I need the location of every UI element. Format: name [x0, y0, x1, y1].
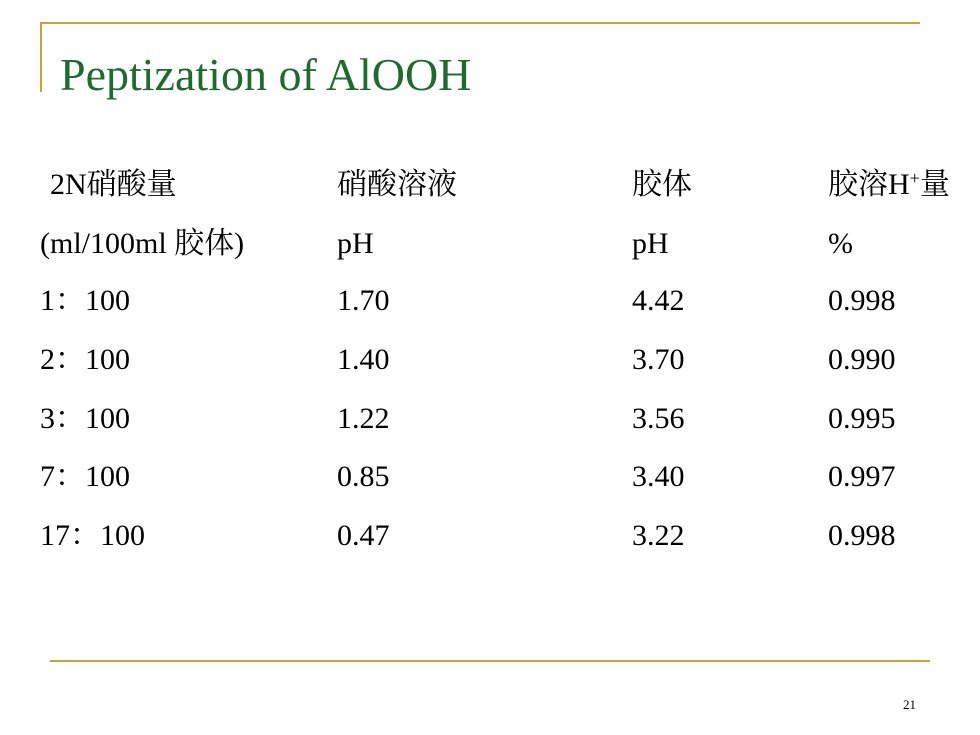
header-col1-line1: 2N硝酸量 [50, 168, 177, 201]
table-cell: 0.85 [337, 460, 390, 493]
table-cell: 3：100 [40, 402, 130, 435]
header-col3-line2: pH [632, 227, 669, 260]
table-cell: 0.997 [828, 460, 896, 493]
table-cell: 0.995 [828, 402, 896, 435]
table-cell: 0.990 [828, 343, 896, 376]
table-cell: 0.998 [828, 519, 896, 552]
table-cell: 1.70 [337, 284, 390, 317]
table-cell: 3.70 [632, 343, 685, 376]
bottom-divider [50, 660, 930, 662]
table-cell: 17：100 [40, 519, 145, 552]
header-col4-line2: % [828, 227, 853, 260]
table-cell: 0.47 [337, 519, 390, 552]
header-col3-line1: 胶体 [632, 168, 692, 201]
header-col2-line1: 硝酸溶液 [337, 168, 457, 201]
header-col4-text: 胶溶H [828, 168, 910, 201]
table-cell: 3.22 [632, 519, 685, 552]
table-cell: 3.56 [632, 402, 685, 435]
table-cell: 4.42 [632, 284, 685, 317]
top-border-line [40, 22, 920, 24]
header-col4-suffix: 量 [919, 168, 950, 201]
slide-title: Peptization of AlOOH [60, 49, 472, 100]
table-cell: 3.40 [632, 460, 685, 493]
page-number: 21 [903, 697, 916, 712]
table-cell: 2：100 [40, 343, 130, 376]
header-col4-superscript: + [909, 168, 920, 189]
header-col4-line1 [828, 170, 950, 200]
table-cell: 1.22 [337, 402, 390, 435]
left-border-line [40, 22, 42, 92]
header-col2-line2: pH [337, 227, 374, 260]
table-cell: 1：100 [40, 284, 130, 317]
header-col1-line2: (ml/100ml 胶体) [40, 227, 245, 260]
table-cell: 0.998 [828, 284, 896, 317]
table-cell: 7：100 [40, 460, 130, 493]
table-cell: 1.40 [337, 343, 390, 376]
